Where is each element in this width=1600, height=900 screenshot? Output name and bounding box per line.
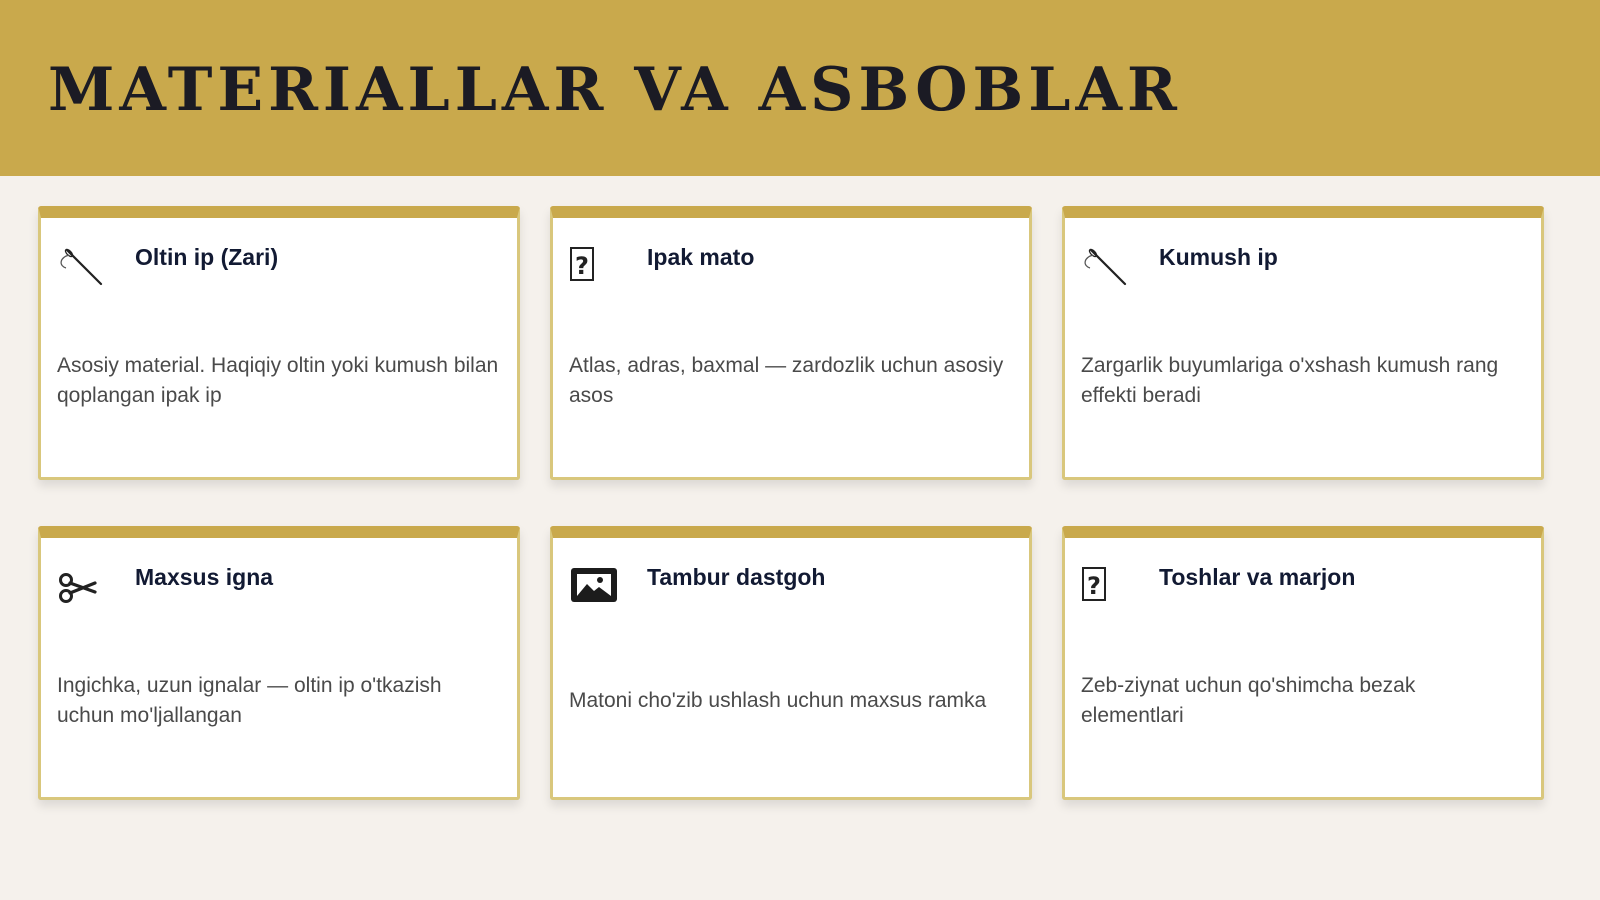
card-title: Tambur dastgoh (647, 564, 826, 590)
question-box-icon (1081, 564, 1133, 610)
card-maxsus-igna (38, 526, 520, 800)
header-banner (0, 0, 1600, 176)
card-description: Matoni cho'zib ushlash uchun maxsus ramka (569, 689, 987, 712)
card-title: Ipak mato (647, 244, 755, 270)
card-title: Toshlar va marjon (1159, 564, 1356, 590)
card-description: Zeb-ziynat uchun qo'shimcha bezak elementlari (1081, 674, 1416, 727)
needle-icon (57, 244, 109, 290)
svg-text:?: ? (575, 252, 589, 280)
scissors-icon (57, 564, 109, 610)
card-description: Asosiy material. Haqiqiy oltin yoki kumush bilan qoplangan ipak ip (57, 354, 499, 407)
card-kumush-ip (1062, 206, 1544, 480)
card-tambur-dastgoh (550, 526, 1032, 800)
svg-text:?: ? (1087, 572, 1101, 600)
card-description: Ingichka, uzun ignalar — oltin ip o'tkazish uchun mo'ljallangan (57, 674, 442, 727)
page-title: MATERIALLAR VA ASBOBLAR (48, 55, 1182, 125)
card-title: Kumush ip (1159, 244, 1278, 270)
card-title: Maxsus igna (135, 564, 274, 590)
framed-picture-icon (569, 564, 621, 610)
card-description: Zargarlik buyumlariga o'xshash kumush rang effekti beradi (1081, 354, 1499, 407)
card-oltin-ip (38, 206, 520, 480)
card-description: Atlas, adras, baxmal — zardozlik uchun asosiy asos (569, 354, 1004, 407)
card-toshlar-va-marjon (1062, 526, 1544, 800)
card-title: Oltin ip (Zari) (135, 244, 279, 270)
needle-icon (1081, 244, 1133, 290)
card-ipak-mato (550, 206, 1032, 480)
question-box-icon (569, 244, 621, 290)
